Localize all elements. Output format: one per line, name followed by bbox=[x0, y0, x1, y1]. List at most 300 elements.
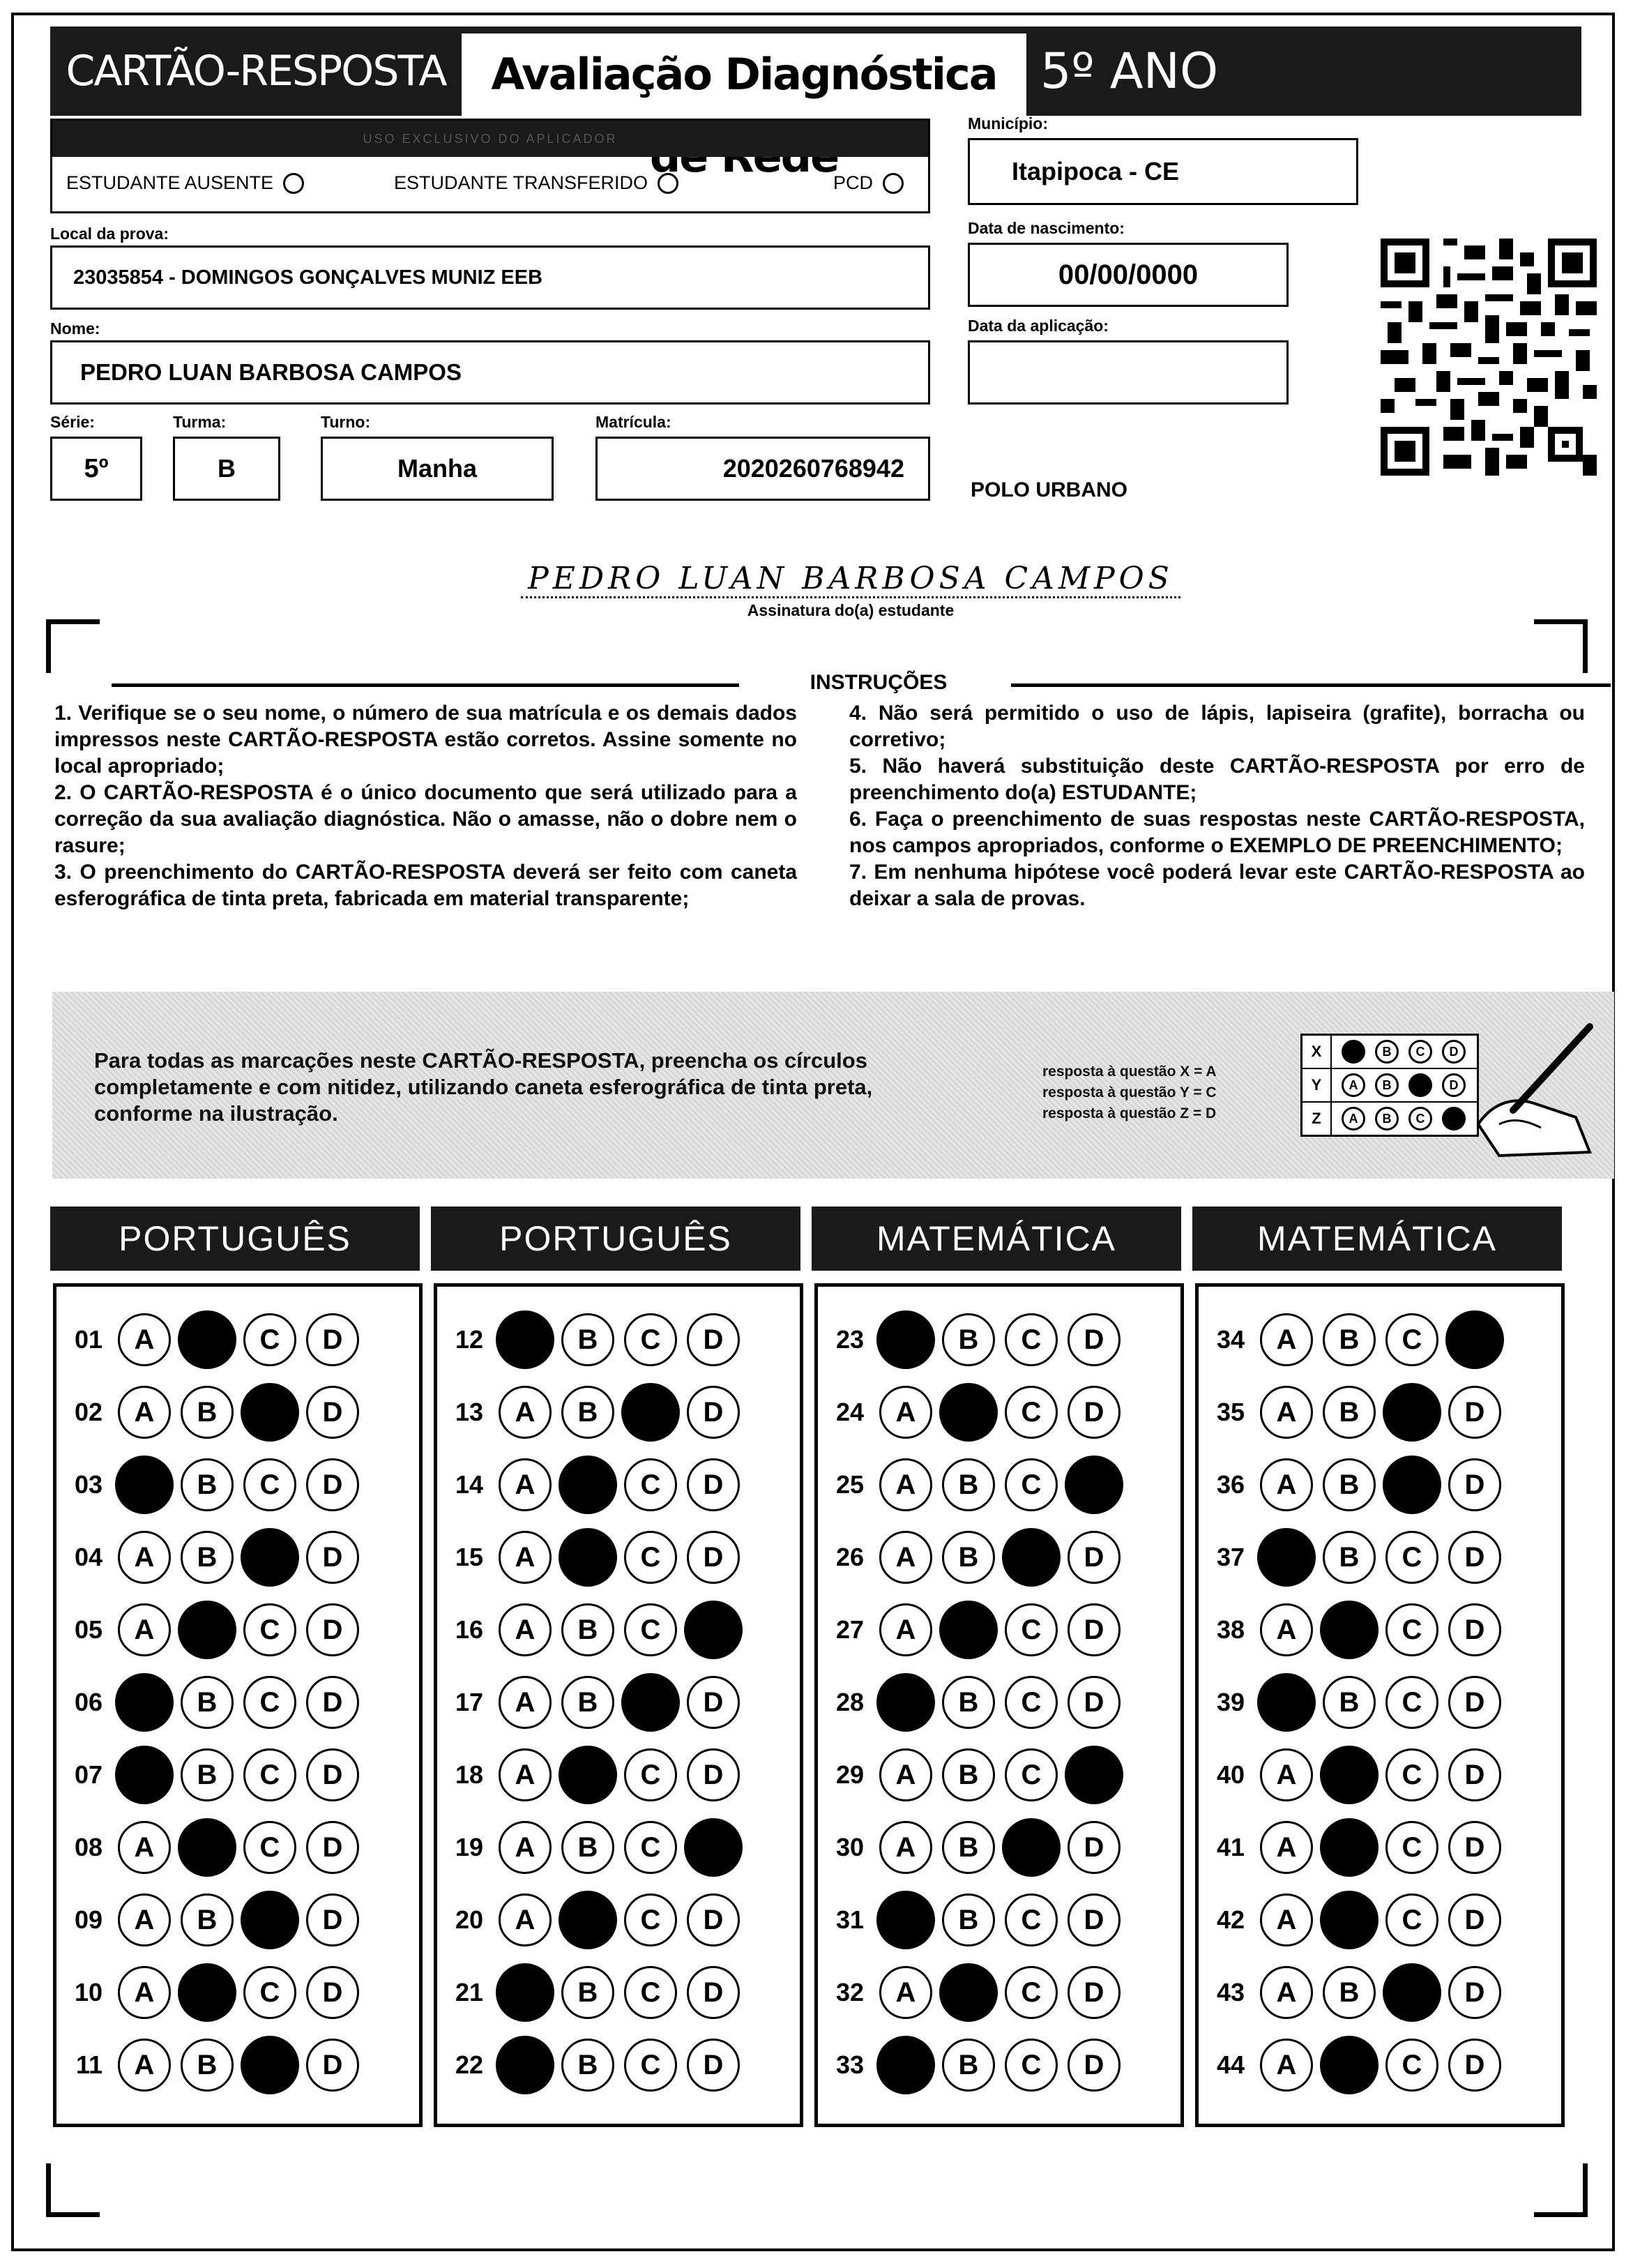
answer-bubble-a[interactable]: A bbox=[1260, 1893, 1313, 1946]
answer-bubble-d[interactable]: D bbox=[687, 1893, 740, 1946]
answer-bubble-b[interactable]: B bbox=[181, 1676, 234, 1729]
answer-bubble-b-filled[interactable] bbox=[939, 1601, 998, 1659]
answer-bubble-b-filled[interactable] bbox=[1320, 1601, 1378, 1659]
question-number: 31 bbox=[835, 1905, 864, 1934]
question-row bbox=[1199, 1820, 1561, 1875]
instruction-4: 4. Não será permitido o uso de lápis, lapiseira (grafite), borracha ou corretivo; bbox=[849, 702, 1585, 751]
answer-bubble-c-filled[interactable] bbox=[1002, 1528, 1061, 1587]
question-row bbox=[818, 1674, 1180, 1730]
subject-header: PORTUGUÊS bbox=[431, 1207, 800, 1271]
corner-mark-top-right bbox=[1534, 619, 1588, 673]
answer-bubble-b[interactable]: B bbox=[1323, 1531, 1376, 1584]
answer-bubble-a-filled[interactable] bbox=[1257, 1528, 1316, 1587]
answer-bubble-d-filled[interactable] bbox=[1065, 1746, 1123, 1804]
answer-bubble-c[interactable]: C bbox=[1385, 1313, 1438, 1366]
grade-title: 5º ANO bbox=[1040, 43, 1219, 100]
answer-bubble-b[interactable]: B bbox=[561, 1966, 614, 2019]
instructions-title: INSTRUÇÕES bbox=[810, 671, 948, 694]
nome-label: Nome: bbox=[50, 319, 100, 338]
answer-bubble-a[interactable]: A bbox=[499, 1603, 552, 1656]
answer-bubble-d-filled[interactable] bbox=[684, 1818, 743, 1877]
assessment-title: Avaliação Diagnóstica bbox=[462, 33, 1026, 116]
answer-bubble-a-filled[interactable] bbox=[876, 2036, 935, 2094]
answer-bubble-c[interactable]: C bbox=[1385, 1893, 1438, 1946]
question-number: 28 bbox=[835, 1688, 864, 1716]
instructions-right bbox=[849, 700, 1585, 912]
answer-bubble-d[interactable]: D bbox=[687, 2039, 740, 2092]
answer-bubble-d[interactable]: D bbox=[687, 1458, 740, 1511]
answer-bubble-d[interactable]: D bbox=[687, 1966, 740, 2019]
answer-bubble-a[interactable]: A bbox=[1260, 1386, 1313, 1439]
answer-bubble-d[interactable]: D bbox=[1068, 1386, 1121, 1439]
question-row bbox=[56, 1312, 419, 1368]
nascimento-field: 00/00/0000 bbox=[968, 243, 1289, 307]
question-number: 39 bbox=[1216, 1688, 1245, 1716]
answer-bubble-a[interactable]: A bbox=[1260, 1458, 1313, 1511]
answer-bubble-c[interactable]: C bbox=[1005, 1676, 1058, 1729]
answer-bubble-a[interactable]: A bbox=[499, 1821, 552, 1874]
question-number: 17 bbox=[455, 1688, 483, 1716]
question-row bbox=[1199, 1747, 1561, 1803]
municipio-label: Município: bbox=[968, 114, 1048, 133]
question-number: 11 bbox=[75, 2050, 102, 2079]
answer-bubble-d[interactable]: D bbox=[1448, 1893, 1501, 1946]
answer-bubble-c[interactable]: C bbox=[1005, 1893, 1058, 1946]
question-number: 24 bbox=[835, 1398, 864, 1426]
answer-bubble-c[interactable]: C bbox=[624, 1966, 677, 2019]
answer-bubble-d[interactable]: D bbox=[687, 1676, 740, 1729]
answer-bubble-d[interactable]: D bbox=[1068, 2039, 1121, 2092]
answer-bubble-c[interactable]: C bbox=[1385, 1821, 1438, 1874]
question-number: 04 bbox=[74, 1543, 102, 1571]
answer-bubble-c[interactable]: C bbox=[624, 2039, 677, 2092]
answer-bubble-c[interactable]: C bbox=[1385, 1676, 1438, 1729]
answer-bubble-d[interactable]: D bbox=[1448, 1458, 1501, 1511]
answer-bubble-b-filled[interactable] bbox=[178, 1963, 236, 2022]
instruction-7: 7. Em nenhuma hipótese você poderá levar este CARTÃO-RESPOSTA ao deixar a sala de provas. bbox=[849, 861, 1585, 910]
answer-bubble-b[interactable]: B bbox=[1323, 1966, 1376, 2019]
question-number: 14 bbox=[455, 1470, 483, 1499]
answer-bubble-d-filled[interactable] bbox=[1445, 1310, 1504, 1369]
example-row bbox=[1302, 1036, 1477, 1069]
question-number: 18 bbox=[455, 1760, 483, 1789]
answer-bubble-c[interactable]: C bbox=[243, 1458, 296, 1511]
answer-bubble-a[interactable]: A bbox=[879, 1603, 932, 1656]
question-row bbox=[1199, 1384, 1561, 1440]
answer-bubble-b-filled[interactable] bbox=[1320, 1746, 1378, 1804]
nascimento-label: Data de nascimento: bbox=[968, 219, 1125, 237]
answer-bubble-b[interactable]: B bbox=[561, 2039, 614, 2092]
answer-bubble-a[interactable]: A bbox=[499, 1893, 552, 1946]
answer-bubble-a[interactable]: A bbox=[1260, 1313, 1313, 1366]
answer-bubble-c[interactable]: C bbox=[624, 1458, 677, 1511]
question-number: 38 bbox=[1216, 1615, 1245, 1644]
answer-bubble-d-filled[interactable] bbox=[1065, 1456, 1123, 1514]
answer-bubble-d[interactable]: D bbox=[1068, 1313, 1121, 1366]
answer-bubble-b[interactable]: B bbox=[181, 1748, 234, 1801]
answer-bubble-c[interactable]: C bbox=[243, 1603, 296, 1656]
question-row bbox=[437, 1674, 800, 1730]
answer-bubble-b[interactable]: B bbox=[942, 1821, 995, 1874]
answer-bubble-a[interactable]: A bbox=[499, 1676, 552, 1729]
answer-bubble-c[interactable]: C bbox=[243, 1313, 296, 1366]
question-row bbox=[56, 1602, 419, 1658]
status-pcd[interactable] bbox=[833, 172, 904, 194]
answer-bubble-d[interactable]: D bbox=[1068, 1603, 1121, 1656]
answer-bubble-b-filled[interactable] bbox=[939, 1383, 998, 1442]
answer-bubble-c[interactable]: C bbox=[624, 1313, 677, 1366]
answer-bubble-d[interactable]: D bbox=[687, 1531, 740, 1584]
question-row bbox=[818, 1965, 1180, 2020]
answer-bubble-b-filled[interactable] bbox=[559, 1528, 617, 1587]
answer-bubble-b-filled[interactable] bbox=[1320, 1891, 1378, 1949]
status-absent-label: ESTUDANTE AUSENTE bbox=[66, 172, 274, 193]
answer-bubble-c[interactable]: C bbox=[243, 1676, 296, 1729]
answer-bubble-c-filled[interactable] bbox=[1002, 1818, 1061, 1877]
question-number: 15 bbox=[455, 1543, 483, 1571]
answer-bubble-a-filled[interactable] bbox=[496, 2036, 554, 2094]
answer-bubble-b-filled[interactable] bbox=[178, 1818, 236, 1877]
question-number: 21 bbox=[455, 1978, 483, 2006]
question-row bbox=[437, 1892, 800, 1948]
question-row bbox=[1199, 1892, 1561, 1948]
instructions-rule-right bbox=[1011, 683, 1611, 687]
status-transferred[interactable] bbox=[394, 172, 678, 194]
turno-label: Turno: bbox=[321, 413, 371, 431]
answer-column bbox=[814, 1283, 1184, 2127]
turno-field: Manha bbox=[321, 437, 554, 501]
example-bubble-d: D bbox=[1442, 1040, 1466, 1064]
answer-bubble-b[interactable]: B bbox=[942, 1893, 995, 1946]
answer-bubble-a[interactable]: A bbox=[118, 2039, 171, 2092]
answer-bubble-c[interactable]: C bbox=[243, 1966, 296, 2019]
answer-bubble-d[interactable]: D bbox=[306, 2039, 359, 2092]
corner-mark-bottom-left bbox=[46, 2163, 100, 2217]
question-number: 22 bbox=[455, 2050, 483, 2079]
question-number: 30 bbox=[835, 1833, 864, 1861]
answer-bubble-c[interactable]: C bbox=[1385, 1603, 1438, 1656]
answer-bubble-d[interactable]: D bbox=[1448, 1531, 1501, 1584]
answer-bubble-d[interactable]: D bbox=[306, 1313, 359, 1366]
answer-bubble-d[interactable]: D bbox=[1068, 1966, 1121, 2019]
answer-bubble-a[interactable]: A bbox=[1260, 1966, 1313, 2019]
question-number: 03 bbox=[74, 1470, 102, 1499]
answer-bubble-b[interactable]: B bbox=[561, 1676, 614, 1729]
answer-bubble-d[interactable]: D bbox=[306, 1821, 359, 1874]
answer-bubble-a[interactable]: A bbox=[1260, 1821, 1313, 1874]
answer-bubble-c[interactable]: C bbox=[624, 1748, 677, 1801]
answer-column bbox=[1195, 1283, 1565, 2127]
question-row bbox=[56, 1384, 419, 1440]
answer-bubble-a[interactable]: A bbox=[879, 1386, 932, 1439]
pen-hand-icon bbox=[1471, 1020, 1604, 1159]
answer-bubble-c-filled[interactable] bbox=[621, 1673, 680, 1732]
answer-bubble-b[interactable]: B bbox=[942, 1748, 995, 1801]
answer-sheet bbox=[11, 13, 1615, 2251]
answer-bubble-b[interactable]: B bbox=[1323, 1386, 1376, 1439]
answer-bubble-a[interactable]: A bbox=[879, 1821, 932, 1874]
question-row bbox=[56, 1820, 419, 1875]
answer-bubble-a[interactable]: A bbox=[499, 1458, 552, 1511]
answer-bubble-c[interactable]: C bbox=[1005, 1386, 1058, 1439]
answer-bubble-a[interactable]: A bbox=[499, 1386, 552, 1439]
fill-example-legend bbox=[1042, 1061, 1217, 1124]
status-transferred-radio[interactable] bbox=[658, 173, 678, 194]
answer-bubble-c[interactable]: C bbox=[1385, 2039, 1438, 2092]
question-number: 26 bbox=[835, 1543, 864, 1571]
answer-bubble-a[interactable]: A bbox=[879, 1531, 932, 1584]
subject-header: MATEMÁTICA bbox=[1192, 1207, 1562, 1271]
question-number: 43 bbox=[1216, 1978, 1245, 2006]
example-row-label: Z bbox=[1302, 1103, 1332, 1135]
answer-bubble-c[interactable]: C bbox=[624, 1531, 677, 1584]
answer-bubble-b[interactable]: B bbox=[181, 2039, 234, 2092]
answer-bubble-c[interactable]: C bbox=[1385, 1531, 1438, 1584]
answer-bubble-c-filled[interactable] bbox=[1383, 1963, 1441, 2022]
answer-bubble-a[interactable]: A bbox=[879, 1966, 932, 2019]
subject-header: MATEMÁTICA bbox=[812, 1207, 1181, 1271]
answer-bubble-a-filled[interactable] bbox=[876, 1673, 935, 1732]
answer-bubble-b[interactable]: B bbox=[561, 1313, 614, 1366]
answer-bubble-a[interactable]: A bbox=[1260, 1603, 1313, 1656]
question-row bbox=[437, 1747, 800, 1803]
answer-bubble-b-filled[interactable] bbox=[178, 1310, 236, 1369]
status-absent-radio[interactable] bbox=[283, 173, 304, 194]
question-row bbox=[56, 1529, 419, 1585]
answer-bubble-c[interactable]: C bbox=[1005, 1966, 1058, 2019]
question-number: 37 bbox=[1216, 1543, 1245, 1571]
answer-bubble-a[interactable]: A bbox=[118, 1313, 171, 1366]
answer-bubble-c-filled[interactable] bbox=[241, 1383, 299, 1442]
instruction-5: 5. Não haverá substituição deste CARTÃO-RESPOSTA por erro de preenchimento do(a) ESTUDANTE; bbox=[849, 755, 1585, 804]
answer-bubble-a-filled[interactable] bbox=[1257, 1673, 1316, 1732]
answer-bubble-d[interactable]: D bbox=[1448, 1821, 1501, 1874]
fill-example-table bbox=[1300, 1034, 1479, 1137]
question-row bbox=[437, 1384, 800, 1440]
answer-bubble-b-filled[interactable] bbox=[178, 1601, 236, 1659]
answer-bubble-c[interactable]: C bbox=[243, 1748, 296, 1801]
answer-bubble-c[interactable]: C bbox=[243, 1821, 296, 1874]
example-bubble-a: A bbox=[1342, 1073, 1365, 1097]
question-row bbox=[818, 2037, 1180, 2093]
status-pcd-radio[interactable] bbox=[883, 173, 904, 194]
answer-bubble-c-filled[interactable] bbox=[241, 1528, 299, 1587]
question-row bbox=[56, 1457, 419, 1513]
subject-header: PORTUGUÊS bbox=[50, 1207, 420, 1271]
answer-bubble-a[interactable]: A bbox=[1260, 2039, 1313, 2092]
status-absent[interactable] bbox=[66, 172, 304, 194]
question-number: 35 bbox=[1216, 1398, 1245, 1426]
answer-bubble-c-filled[interactable] bbox=[241, 1891, 299, 1949]
question-number: 05 bbox=[74, 1615, 102, 1644]
answer-bubble-d[interactable]: D bbox=[1448, 1748, 1501, 1801]
question-row bbox=[437, 1457, 800, 1513]
answer-bubble-d[interactable]: D bbox=[306, 1966, 359, 2019]
answer-bubble-b-filled[interactable] bbox=[1320, 1818, 1378, 1877]
answer-bubble-a-filled[interactable] bbox=[115, 1673, 174, 1732]
question-number: 06 bbox=[74, 1688, 102, 1716]
header-bar bbox=[50, 27, 1581, 116]
corner-mark-top-left bbox=[46, 619, 100, 673]
answer-bubble-d[interactable]: D bbox=[687, 1386, 740, 1439]
answer-bubble-b[interactable]: B bbox=[181, 1386, 234, 1439]
answer-bubble-a[interactable]: A bbox=[499, 1531, 552, 1584]
answer-bubble-c-filled[interactable] bbox=[621, 1383, 680, 1442]
answer-bubble-d[interactable]: D bbox=[306, 1458, 359, 1511]
answer-bubble-a[interactable]: A bbox=[879, 1458, 932, 1511]
answer-bubble-d[interactable]: D bbox=[687, 1313, 740, 1366]
answer-bubble-d[interactable]: D bbox=[1448, 1386, 1501, 1439]
example-bubble-b: B bbox=[1375, 1040, 1399, 1064]
question-row bbox=[818, 1747, 1180, 1803]
example-bubble-d bbox=[1442, 1107, 1466, 1131]
answer-column bbox=[53, 1283, 423, 2127]
example-bubble-b: B bbox=[1375, 1107, 1399, 1131]
answer-bubble-d[interactable]: D bbox=[687, 1748, 740, 1801]
question-number: 13 bbox=[455, 1398, 483, 1426]
matricula-field: 2020260768942 bbox=[595, 437, 930, 501]
corner-mark-bottom-right bbox=[1534, 2163, 1588, 2217]
answer-bubble-c[interactable]: C bbox=[1005, 2039, 1058, 2092]
answer-bubble-d[interactable]: D bbox=[306, 1603, 359, 1656]
fill-example-text: Para todas as marcações neste CARTÃO-RESPOSTA, preencha os círculos completamente e com nitidez, utilizando caneta esferográfica de tinta preta, conforme na ilustração. bbox=[94, 1048, 873, 1126]
answer-bubble-a[interactable]: A bbox=[118, 1531, 171, 1584]
qr-code-icon bbox=[1381, 239, 1597, 476]
question-row bbox=[56, 1892, 419, 1948]
answer-bubble-b[interactable]: B bbox=[942, 1458, 995, 1511]
answer-bubble-a[interactable]: A bbox=[1260, 1748, 1313, 1801]
answer-bubble-b-filled[interactable] bbox=[1320, 2036, 1378, 2094]
turma-label: Turma: bbox=[173, 413, 227, 431]
answer-bubble-c-filled[interactable] bbox=[1383, 1456, 1441, 1514]
answer-bubble-a-filled[interactable] bbox=[115, 1746, 174, 1804]
answer-bubble-b[interactable]: B bbox=[181, 1893, 234, 1946]
answer-bubble-b[interactable]: B bbox=[942, 1676, 995, 1729]
answer-bubble-a[interactable]: A bbox=[118, 1386, 171, 1439]
question-number: 29 bbox=[835, 1760, 864, 1789]
answer-bubble-a-filled[interactable] bbox=[876, 1891, 935, 1949]
answer-bubble-c[interactable]: C bbox=[1005, 1748, 1058, 1801]
answer-bubble-d[interactable]: D bbox=[306, 1893, 359, 1946]
example-row bbox=[1302, 1069, 1477, 1103]
answer-bubble-d[interactable]: D bbox=[306, 1531, 359, 1584]
aplicacao-field bbox=[968, 340, 1289, 405]
question-row bbox=[1199, 1674, 1561, 1730]
question-row bbox=[437, 1820, 800, 1875]
question-row bbox=[818, 1529, 1180, 1585]
answer-bubble-d[interactable]: D bbox=[1448, 1966, 1501, 2019]
question-number: 25 bbox=[835, 1470, 864, 1499]
answer-bubble-c[interactable]: C bbox=[624, 1821, 677, 1874]
answer-bubble-b-filled[interactable] bbox=[559, 1746, 617, 1804]
answer-bubble-b[interactable]: B bbox=[181, 1531, 234, 1584]
answer-bubble-c-filled[interactable] bbox=[241, 2036, 299, 2094]
question-number: 16 bbox=[455, 1615, 483, 1644]
answer-bubble-c[interactable]: C bbox=[1005, 1603, 1058, 1656]
question-row bbox=[437, 2037, 800, 2093]
answer-bubble-a-filled[interactable] bbox=[115, 1456, 174, 1514]
question-number: 09 bbox=[74, 1905, 102, 1934]
answer-bubble-b[interactable]: B bbox=[561, 1603, 614, 1656]
question-row bbox=[56, 1674, 419, 1730]
answer-bubble-a-filled[interactable] bbox=[496, 1963, 554, 2022]
answer-bubble-b-filled[interactable] bbox=[559, 1456, 617, 1514]
answer-bubble-a[interactable]: A bbox=[879, 1748, 932, 1801]
example-bubble-d: D bbox=[1442, 1073, 1466, 1097]
answer-bubble-a[interactable]: A bbox=[118, 1821, 171, 1874]
answer-bubble-d[interactable]: D bbox=[1068, 1821, 1121, 1874]
answer-bubble-b[interactable]: B bbox=[942, 1531, 995, 1584]
question-row bbox=[818, 1602, 1180, 1658]
answer-bubble-d[interactable]: D bbox=[1068, 1893, 1121, 1946]
instruction-2: 2. O CARTÃO-RESPOSTA é o único documento que será utilizado para a correção da sua avaliação diagnóstica. Não o amasse, não o dobre nem o rasure; bbox=[54, 781, 797, 857]
answer-bubble-b[interactable]: B bbox=[942, 2039, 995, 2092]
example-bubble-a bbox=[1342, 1040, 1365, 1064]
aplicacao-label: Data da aplicação: bbox=[968, 317, 1109, 335]
question-row bbox=[1199, 2037, 1561, 2093]
answer-bubble-c-filled[interactable] bbox=[1383, 1383, 1441, 1442]
answer-bubble-b[interactable]: B bbox=[942, 1313, 995, 1366]
answer-bubble-a[interactable]: A bbox=[499, 1748, 552, 1801]
answer-bubble-a-filled[interactable] bbox=[496, 1310, 554, 1369]
example-row-label: X bbox=[1302, 1036, 1332, 1068]
answer-bubble-a[interactable]: A bbox=[118, 1893, 171, 1946]
answer-bubble-d[interactable]: D bbox=[1068, 1676, 1121, 1729]
question-row bbox=[1199, 1529, 1561, 1585]
question-number: 36 bbox=[1216, 1470, 1245, 1499]
answer-bubble-a-filled[interactable] bbox=[876, 1310, 935, 1369]
question-number: 20 bbox=[455, 1905, 483, 1934]
question-row bbox=[1199, 1602, 1561, 1658]
example-bubble-c: C bbox=[1408, 1040, 1432, 1064]
answer-bubble-d-filled[interactable] bbox=[684, 1601, 743, 1659]
answer-bubble-b[interactable]: B bbox=[1323, 1458, 1376, 1511]
answer-bubble-b-filled[interactable] bbox=[559, 1891, 617, 1949]
answer-bubble-d[interactable]: D bbox=[1068, 1531, 1121, 1584]
answer-bubble-c[interactable]: C bbox=[1005, 1458, 1058, 1511]
question-number: 40 bbox=[1216, 1760, 1245, 1789]
question-number: 07 bbox=[74, 1760, 102, 1789]
answer-bubble-c[interactable]: C bbox=[624, 1893, 677, 1946]
question-number: 23 bbox=[835, 1325, 864, 1354]
question-number: 10 bbox=[74, 1978, 102, 2006]
answer-bubble-d[interactable]: D bbox=[1448, 1676, 1501, 1729]
sheet-title: CARTÃO-RESPOSTA bbox=[66, 47, 446, 96]
answer-bubble-b[interactable]: B bbox=[1323, 1676, 1376, 1729]
answer-bubble-d[interactable]: D bbox=[1448, 1603, 1501, 1656]
answer-bubble-b[interactable]: B bbox=[181, 1458, 234, 1511]
answer-bubble-b[interactable]: B bbox=[1323, 1313, 1376, 1366]
answer-bubble-d[interactable]: D bbox=[306, 1676, 359, 1729]
answer-bubble-d[interactable]: D bbox=[306, 1386, 359, 1439]
answer-bubble-a[interactable]: A bbox=[118, 1966, 171, 2019]
polo-label: POLO URBANO bbox=[971, 478, 1127, 501]
question-number: 02 bbox=[74, 1398, 102, 1426]
question-row bbox=[818, 1820, 1180, 1875]
answer-bubble-b[interactable]: B bbox=[561, 1821, 614, 1874]
answer-bubble-c[interactable]: C bbox=[624, 1603, 677, 1656]
answer-column bbox=[434, 1283, 803, 2127]
answer-bubble-c[interactable]: C bbox=[1385, 1748, 1438, 1801]
answer-bubble-c[interactable]: C bbox=[1005, 1313, 1058, 1366]
answer-bubble-b-filled[interactable] bbox=[939, 1963, 998, 2022]
local-label: Local da prova: bbox=[50, 225, 169, 243]
answer-bubble-d[interactable]: D bbox=[306, 1748, 359, 1801]
instruction-3: 3. O preenchimento do CARTÃO-RESPOSTA deverá ser feito com caneta esferográfica de tinta preta, fabricada em material transparente; bbox=[54, 861, 797, 910]
answer-bubble-b[interactable]: B bbox=[561, 1386, 614, 1439]
answer-bubble-a[interactable]: A bbox=[118, 1603, 171, 1656]
answer-bubble-d[interactable]: D bbox=[1448, 2039, 1501, 2092]
